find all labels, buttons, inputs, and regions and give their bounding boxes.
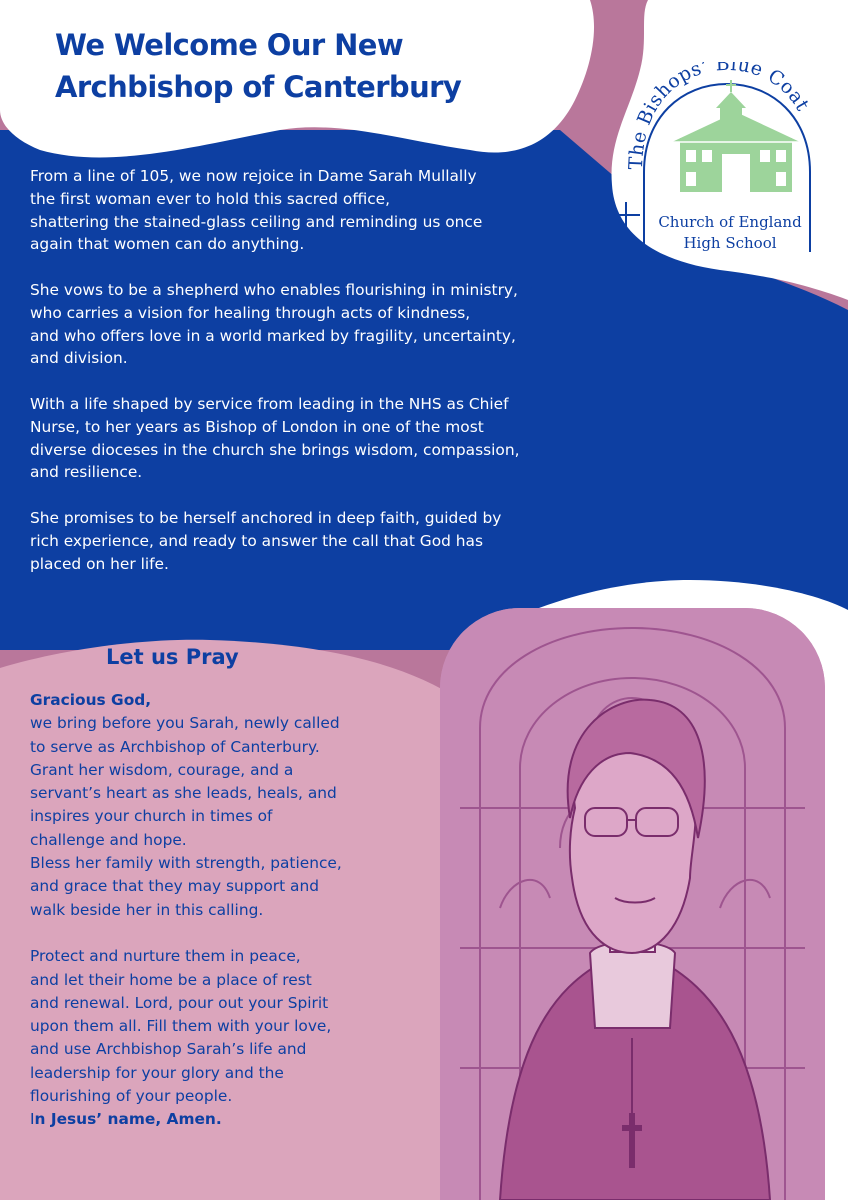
school-logo <box>612 62 822 262</box>
text-line: Bless her family with strength, patience, <box>30 854 342 873</box>
school-building-icon <box>672 80 800 192</box>
text-line: rich experience, and ready to answer the call that God has <box>30 531 483 550</box>
text-line: again that women can do anything. <box>30 235 305 254</box>
text-line: She vows to be a shepherd who enables flourishing in ministry, <box>30 280 518 299</box>
archbishop-portrait-illustration <box>440 608 825 1200</box>
text-line: servant’s heart as she leads, heals, and <box>30 784 337 803</box>
text-line: upon them all. Fill them with your love, <box>30 1017 332 1036</box>
text-line: and use Archbishop Sarah’s life and <box>30 1040 307 1059</box>
prayer-text <box>30 689 430 1155</box>
text-line: leadership for your glory and the <box>30 1063 284 1082</box>
text-line: flourishing of your people. <box>30 1087 233 1106</box>
prayer-salutation: Gracious God, <box>30 691 152 709</box>
text-line: and let their home be a place of rest <box>30 970 312 989</box>
title-line: Archbishop of Canterbury <box>55 70 462 104</box>
intro-paragraph <box>30 165 615 256</box>
text-line: Grant her wisdom, courage, and a <box>30 760 294 779</box>
title-line: We Welcome Our New <box>55 28 404 62</box>
text-line: inspires your church in times of <box>30 807 273 826</box>
closing-prefix: I <box>30 1110 35 1129</box>
prayer-paragraph <box>30 689 430 922</box>
text-line: and division. <box>30 349 128 368</box>
text-line: challenge and hope. <box>30 830 187 849</box>
text-line: From a line of 105, we now rejoice in Dame Sarah Mullally <box>30 167 477 185</box>
logo-line-2: High School <box>683 234 777 252</box>
intro-paragraph <box>30 507 615 575</box>
text-line: and grace that they may support and <box>30 877 319 896</box>
text-line: to serve as Archbishop of Canterbury. <box>30 737 320 756</box>
text-line: and resilience. <box>30 463 143 482</box>
text-line: and renewal. Lord, pour out your Spirit <box>30 993 329 1012</box>
prayer-heading: Let us Pray <box>106 645 239 669</box>
text-line: we bring before you Sarah, newly called <box>30 714 340 733</box>
intro-paragraph <box>30 393 615 484</box>
text-line: shattering the stained-glass ceiling and reminding us once <box>30 212 483 231</box>
logo-arc-text: The Bishops’ Blue Coat <box>624 62 814 171</box>
text-line: With a life shaped by service from leading in the NHS as Chief <box>30 394 509 413</box>
prayer-closing <box>30 1108 430 1131</box>
intro-paragraph <box>30 279 615 370</box>
page-title <box>55 24 461 108</box>
text-line: the first woman ever to hold this sacred office, <box>30 189 391 208</box>
prayer-paragraph <box>30 945 430 1131</box>
text-line: Protect and nurture them in peace, <box>30 947 301 966</box>
text-line: placed on her life. <box>30 554 169 573</box>
text-line: and who offers love in a world marked by fragility, uncertainty, <box>30 326 516 345</box>
text-line: diverse dioceses in the church she brings wisdom, compassion, <box>30 440 520 459</box>
text-line: who carries a vision for healing through acts of kindness, <box>30 303 471 322</box>
text-line: She promises to be herself anchored in deep faith, guided by <box>30 508 502 527</box>
intro-text <box>30 165 615 598</box>
closing-bold: n Jesus’ name, Amen. <box>34 1110 222 1129</box>
archbishop-portrait <box>440 608 825 1200</box>
text-line: Nurse, to her years as Bishop of London in one of the most <box>30 417 484 436</box>
text-line: walk beside her in this calling. <box>30 900 264 919</box>
logo-line-1: Church of England <box>658 213 802 231</box>
